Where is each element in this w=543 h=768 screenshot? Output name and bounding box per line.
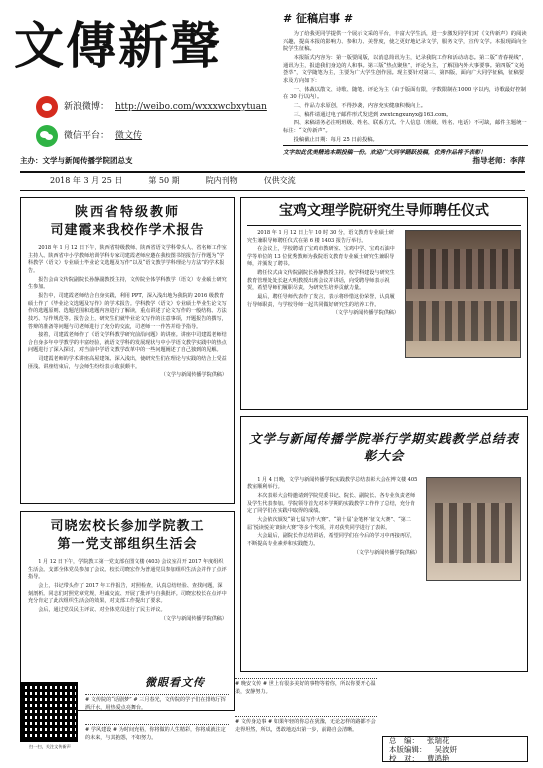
micro-post: # 学风建设 # 为时间充裕，你将做的人生精彩，你将成就注定的未来，与其抱怨，不如努力。 (85, 724, 229, 742)
notice-paragraph: 投稿截止日期：每月 25 日前投稿。 (293, 136, 378, 143)
micro-post: # 晚安文传 # 世上有很多美好的事物等着你，所以你要开心温柔，安静努力。 (235, 678, 377, 696)
micro-post: # 文传身边事 # 如果年轻的你总在犹豫，无论怎样的路都不会走得坦然，所以，勇敢地迈出第一步，前路自会清晰。 (235, 716, 377, 734)
article-title: 司晓宏校长参加学院教工 (50, 519, 205, 534)
issue-number: 第 50 期 (148, 176, 180, 186)
article-paragraph: 报告中，司建霞老师结合自身实践，利用 PPT，深入浅出地为我院的 2016 级教育硕士作了《毕业论文选题及写作》的学术报告。学科教学（语文）专业硕士毕业生论文写作的选题原则、选题范围和选题内容进行了解读，重点讲述了论文写作的一般结构、方法技巧、写作规范等。报告会上，研究生们就毕业论文写作的注意事项，开题报告的撰写，答辩的准备等问题与司老师进行了充分的交流，司老师一一作答并给予指导。 (28, 292, 227, 330)
article-paragraph: 在会议上，学校聘请了宝鸡市教研室、宝鸡中学、宝鸡石油中学等单位的 13 位优秀教师为我院语文教育专业硕士研究生兼职导师，并颁发了聘书。 (247, 246, 395, 268)
notice-paragraph: 三、稿件请通过电子邮件形式发送到 zwxtcngxunyx@163.com。 (293, 111, 452, 118)
article-lecture (20, 197, 235, 504)
award-photo (426, 477, 521, 581)
notice-paragraph: 二、作品力求原创，不得抄袭，内容充实健康积极向上。 (293, 102, 427, 109)
issue-circulation: 院内刊物 (205, 176, 238, 186)
call-for-papers (283, 12, 528, 167)
wechat-row (36, 125, 142, 147)
article-paragraph: 大会依次颁发“第七届写作大赛”、“第十届‘金笔杯’征文大赛”、“第二届‘悦读悦美’朗读大赛”等多个奖项，并对获奖同学进行了表彰。 (247, 516, 411, 531)
notice-footer: 文字如此优美精选本期投稿一份。欢迎广大同学踊跃投稿，优秀作品将予表彰！ (283, 145, 528, 157)
weibo-link[interactable]: http://weibo.com/wxxxwcbxytuan (115, 101, 267, 112)
micro-post: # 文传院的“话剧梦” # 三月春光，文传院的学子们在排练厅挥洒汗水，用热爱点亮舞台。 (85, 694, 229, 712)
article-subtitle: 第一党支部组织生活会 (57, 536, 198, 552)
wechat-icon (36, 125, 58, 147)
article-paragraph: 2018 年 1 月 12 日上午 10 时 30 分，语文教育专业硕士研究生兼职导师聘任仪式在第 6 楼 1403 报告厅举行。 (247, 229, 395, 244)
article-paragraph: 接着，司建霞老师作了《语文学科教学研究前沿问题》的讲座。讲座中司建霞老师结合自身多年中学教学的丰富经验，就语文学科的发展现状与中小学语文教学实践中的热点问题进行了深入探讨，对当前中学语文教学改革中的一些问题阐述了自己独到的见解。 (28, 332, 227, 354)
article-paragraph: 会上，书记带头作了 2017 年工作报告，对照检查，认真总结经验、查找问题，深刻剖析。同志们对照党章党规，坦诚交流、开展了批评与自我批评。司晓宏校长在点评中充分肯定了此次组织生活会的效果，对支部工作提出了要求。 (28, 583, 227, 605)
article-practice-award (240, 416, 528, 672)
micro-column (85, 676, 530, 761)
weibo-label: 新浪微博： (64, 101, 110, 112)
article-paragraph: 1 月 4 日晚，文学与新闻传播学院实践教学总结表彰大会在博文楼 405 教室顺利举行。 (247, 476, 418, 491)
issue-bar (20, 171, 525, 191)
issue-editor-name: 吴波妍 (434, 744, 457, 754)
micro-column-title: 微眼看文传 (145, 676, 205, 689)
article-paragraph: 最后，聘任导师代表作了发言，表示将珍惜这份荣誉，认真履行导师职责，与学校导师一起共同做好研究生的培养工作。 (247, 294, 395, 308)
issue-date: 2018 年 3 月 25 日 (50, 176, 123, 186)
article-title: 文学与新闻传播学院举行学期实践教学总结表彰大会 (248, 431, 519, 463)
proofreader-name: 曹鸿艳 (427, 753, 450, 763)
qr-code (20, 682, 78, 742)
chief-editor-name: 张瑞花 (427, 735, 450, 745)
article-paragraph: 会后，通过党员民主评议、对全体党员进行了民主评议。 (38, 606, 166, 613)
article-paragraph: 司建霞老师的学术讲座高屋建瓴、深入浅出，使研究生们在理论与实践的结合上受益匪浅。讲座结束后，与会师生纷纷表示收获颇丰。 (28, 356, 227, 370)
notice-paragraph: 本报版式内容为：第一版要闻版，以消息简讯为主，记录我院工作和活动动态。第二版“青春视线”，通讯为主，报道我们身边的人和事。第三版“热点聚焦”，评论为主，了解国内外大事要事。第四版“文苑荟萃”，文学随笔为主，主要为广大学生创作园。现主要针对第三、第四版，面向广大同学征稿，征稿要求及方向如下： (283, 54, 527, 84)
article-paragraph: 大会最后，副院长作总结讲话，希望同学们在今后的学习中再接再厉，不断提高专业素养和实践能力。 (247, 533, 416, 547)
sponsor-right: 指导老师：李萍 (472, 156, 525, 165)
chief-editor-label: 总 编： (389, 735, 419, 745)
issue-use: 仅供交流 (263, 176, 296, 186)
wechat-link[interactable]: 微文传 (115, 130, 143, 141)
notice-paragraph: 为了给我更同学提供一个展示文采的平台，丰富大学生活，进一步激发同学们对《文传新声》的阅读兴趣，提高本报的影响力、参和力、美誉度，使之更好地记录文学，服务文学，宣传文学。本报现面向全院学生征稿。 (283, 30, 527, 53)
issue-editor-label: 本版编辑： (389, 744, 427, 754)
qr-caption: 扫一扫，关注文传新声 (29, 744, 71, 749)
article-source: （文学与新闻传播学院供稿） (160, 615, 227, 622)
masthead (14, 10, 276, 82)
article-title: 陕西省特级教师 (74, 205, 180, 220)
sponsor-left: 主办：文学与新闻传播学院团总支 (20, 156, 133, 165)
weibo-icon (36, 96, 58, 118)
notice-paragraph: 四、来稿请务必注明班级、姓名、联系方式。个人信息（班级、姓名、电话）不可缺，邮件主题统一标注：“文传新声”。 (283, 120, 527, 134)
article-paragraph: 2018 年 1 月 12 日下午，陕西省特级教师、陕西省语文学科带头人、省名师工作室主持人、陕西省中小学教师培训学科专家司建霞老师应邀在我校图书馆报告厅作题为“学科教学（语文）专业硕士毕业论文选题及写作”以及“语文教学学科理论与方法”的学术报告。 (28, 245, 227, 275)
group-photo (405, 230, 521, 358)
proofreader-label: 校 对： (389, 753, 419, 763)
article-subtitle: 司建霞来我校作学术报告 (50, 222, 205, 238)
article-source: （文学与新闻传播学院供稿） (160, 372, 227, 379)
article-paragraph: 报告会由文传院副院长孙静副教授主持，文传院全体学科教学（语文）专业硕士研究生参加。 (28, 276, 227, 291)
article-paragraph: 本次表彰大会特邀请到学院党委书记、院长、副院长、各专业负责老师及学生代表参加。学院领导首先对本学期的实践教学工作作了总结，充分肯定了同学们在实践中取得的成绩。 (247, 493, 416, 515)
article-source: （文学与新闻传播学院供稿） (353, 549, 420, 556)
wechat-label: 微信平台： (64, 130, 110, 141)
article-title: 宝鸡文理学院研究生导师聘任仪式 (279, 203, 489, 219)
article-mentor-ceremony (240, 197, 528, 410)
weibo-row (36, 96, 267, 118)
notice-paragraph: 一、体裁以散文、诗歌、随笔、评论为主（由于版面有限，字数限制在1000 字以内，诗歌最好控制在 30 行以内）。 (283, 86, 526, 101)
article-paragraph: 聘任仪式由文传院副院长孙静教授主持。校学科建设与研究生教育管理处处长赵大明教授出席会议并讲话，向受聘导师表示祝贺，希望导师们履职尽责，为研究生培养贡献力量。 (247, 270, 395, 292)
editorial-credits (382, 736, 528, 762)
article-source: （文学与新闻传播学院供稿） (332, 310, 399, 317)
article-paragraph: 1 月 12 日下午，学院教工第一党支部在图文楼 (403) 会议室召开 2017 年度组织生活会。支部全体党员参加了会议。校长司晓宏作为普通党员参加组织生活会并作了点评指导。 (28, 559, 227, 581)
masthead-title: 文傳新聲 (14, 16, 222, 75)
notice-heading: # 征稿启事 # (283, 12, 354, 25)
